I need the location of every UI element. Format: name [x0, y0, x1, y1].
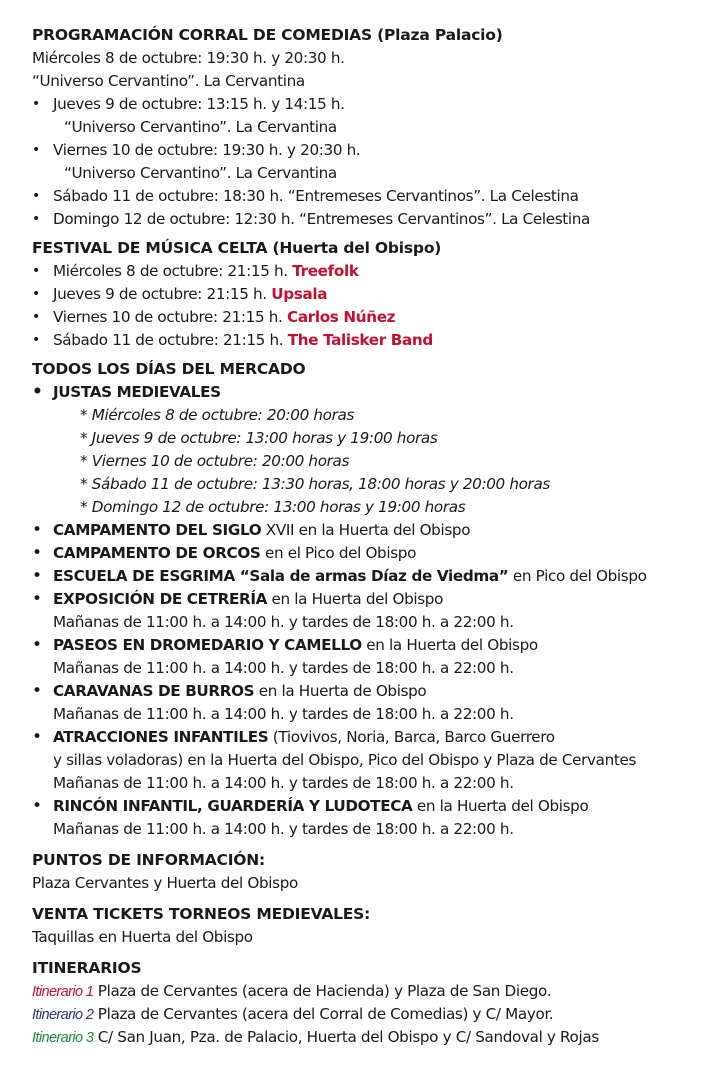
itinerario-label: Itinerario 2 — [32, 1007, 94, 1023]
activity-item — [32, 588, 701, 634]
itinerario-route: C/ San Juan, Pza. de Palacio, Huerta del Obispo y C/ Sandoval y Rojas — [93, 1028, 599, 1046]
band-name: The Talisker Band — [287, 331, 433, 349]
celta-item — [32, 283, 701, 306]
celta-title: FESTIVAL DE MÚSICA CELTA (Huerta del Obispo) — [32, 239, 442, 257]
activity-name: EXPOSICIÓN DE CETRERÍA — [53, 590, 268, 608]
activity-location: en la Huerta del Obispo — [412, 797, 589, 815]
activity-hours: Mañanas de 11:00 h. a 14:00 h. y tardes de 18:00 h. a 22:00 h. — [53, 705, 514, 723]
corral-item-play: “Universo Cervantino”. La Cervantina — [64, 118, 337, 136]
justas-time: * Domingo 12 de octubre: 13:00 horas y 19:00 horas — [80, 498, 466, 516]
band-name: Carlos Núñez — [287, 308, 396, 326]
celta-date: Miércoles 8 de octubre: 21:15 h. — [53, 262, 288, 280]
activity-hours: Mañanas de 11:00 h. a 14:00 h. y tardes de 18:00 h. a 22:00 h. — [53, 774, 514, 792]
band-name: Upsala — [271, 285, 328, 303]
celta-date: Sábado 11 de octubre: 21:15 h. — [53, 331, 284, 349]
activity-name: RINCÓN INFANTIL, GUARDERÍA Y LUDOTECA — [53, 797, 413, 815]
activity-hours: Mañanas de 11:00 h. a 14:00 h. y tardes de 18:00 h. a 22:00 h. — [53, 659, 514, 677]
celta-date: Jueves 9 de octubre: 21:15 h. — [53, 285, 267, 303]
activity-item — [32, 634, 701, 680]
celta-item — [32, 329, 701, 352]
activity-location: en Pico del Obispo — [508, 567, 647, 585]
activity-location: en el Pico del Obispo — [260, 544, 417, 562]
activity-name: ATRACCIONES INFANTILES — [53, 728, 269, 746]
tickets-text: Taquillas en Huerta del Obispo — [32, 928, 253, 946]
activity-location: en la Huerta del Obispo — [361, 636, 538, 654]
activity-name: CAMPAMENTO DEL SIGLO — [53, 521, 262, 539]
corral-item — [32, 139, 701, 185]
justas-time: * Viernes 10 de octubre: 20:00 horas — [80, 452, 350, 470]
itinerario-item — [32, 1003, 701, 1026]
tickets-title: VENTA TICKETS TORNEOS MEDIEVALES: — [32, 905, 371, 923]
info-title: PUNTOS DE INFORMACIÓN: — [32, 851, 266, 869]
activity-name: PASEOS EN DROMEDARIO Y CAMELLO — [53, 636, 362, 654]
activity-location: en la Huerta de Obispo — [254, 682, 427, 700]
itinerario-label: Itinerario 1 — [32, 984, 94, 1000]
celta-section — [32, 237, 701, 352]
itinerario-label: Itinerario 3 — [32, 1030, 94, 1046]
celta-item — [32, 306, 701, 329]
activity-name: CARAVANAS DE BURROS — [53, 682, 255, 700]
activity-item — [32, 519, 701, 542]
justas-title: • JUSTAS MEDIEVALES — [32, 381, 701, 404]
itinerario-route: Plaza de Cervantes (acera del Corral de Comedias) y C/ Mayor. — [93, 1005, 554, 1023]
activity-name: ESCUELA DE ESGRIMA “Sala de armas Díaz de Viedma” — [53, 567, 509, 585]
mercado-section — [32, 358, 701, 841]
activity-location-extra: y sillas voladoras) en la Huerta del Obispo, Pico del Obispo y Plaza de Cervantes — [53, 751, 637, 769]
itinerario-route: Plaza de Cervantes (acera de Hacienda) y Plaza de San Diego. — [93, 982, 552, 1000]
itinerarios-section — [32, 957, 701, 1049]
justas-time: * Miércoles 8 de octubre: 20:00 horas — [80, 406, 355, 424]
corral-item: • Sábado 11 de octubre: 18:30 h. “Entremeses Cervantinos”. La Celestina — [32, 185, 701, 208]
activity-item — [32, 565, 701, 588]
activity-hours: Mañanas de 11:00 h. a 14:00 h. y tardes de 18:00 h. a 22:00 h. — [53, 820, 514, 838]
corral-intro-play: “Universo Cervantino”. La Cervantina — [32, 72, 305, 90]
itinerario-item — [32, 980, 701, 1003]
tickets-section — [32, 903, 701, 949]
info-text: Plaza Cervantes y Huerta del Obispo — [32, 874, 298, 892]
justas-time: * Sábado 11 de octubre: 13:30 horas, 18:00 horas y 20:00 horas — [80, 475, 550, 493]
activity-location: en la Huerta del Obispo — [267, 590, 444, 608]
activity-name: CAMPAMENTO DE ORCOS — [53, 544, 261, 562]
activity-location: (Tiovivos, Noria, Barca, Barco Guerrero — [268, 728, 555, 746]
info-section — [32, 849, 701, 895]
activity-hours: Mañanas de 11:00 h. a 14:00 h. y tardes de 18:00 h. a 22:00 h. — [53, 613, 514, 631]
corral-intro-date: Miércoles 8 de octubre: 19:30 h. y 20:30 h. — [32, 49, 345, 67]
mercado-title: TODOS LOS DÍAS DEL MERCADO — [32, 360, 306, 378]
corral-title: PROGRAMACIÓN CORRAL DE COMEDIAS (Plaza Palacio) — [32, 26, 503, 44]
activity-item — [32, 542, 701, 565]
celta-date: Viernes 10 de octubre: 21:15 h. — [53, 308, 283, 326]
activity-item — [32, 795, 701, 841]
corral-item: • Domingo 12 de octubre: 12:30 h. “Entremeses Cervantinos”. La Celestina — [32, 208, 701, 231]
corral-item-play: “Universo Cervantino”. La Cervantina — [64, 164, 337, 182]
corral-item-date: • Viernes 10 de octubre: 19:30 h. y 20:30 h. — [32, 139, 701, 162]
itinerario-item — [32, 1026, 701, 1049]
corral-section — [32, 24, 701, 231]
justas-time: * Jueves 9 de octubre: 13:00 horas y 19:00 horas — [80, 429, 438, 447]
activity-item — [32, 726, 701, 795]
corral-item — [32, 93, 701, 139]
band-name: Treefolk — [292, 262, 359, 280]
activity-item — [32, 680, 701, 726]
corral-item-date: • Jueves 9 de octubre: 13:15 h. y 14:15 h. — [32, 93, 701, 116]
itinerarios-title: ITINERARIOS — [32, 959, 142, 977]
celta-item — [32, 260, 701, 283]
activity-location: XVII en la Huerta del Obispo — [261, 521, 471, 539]
